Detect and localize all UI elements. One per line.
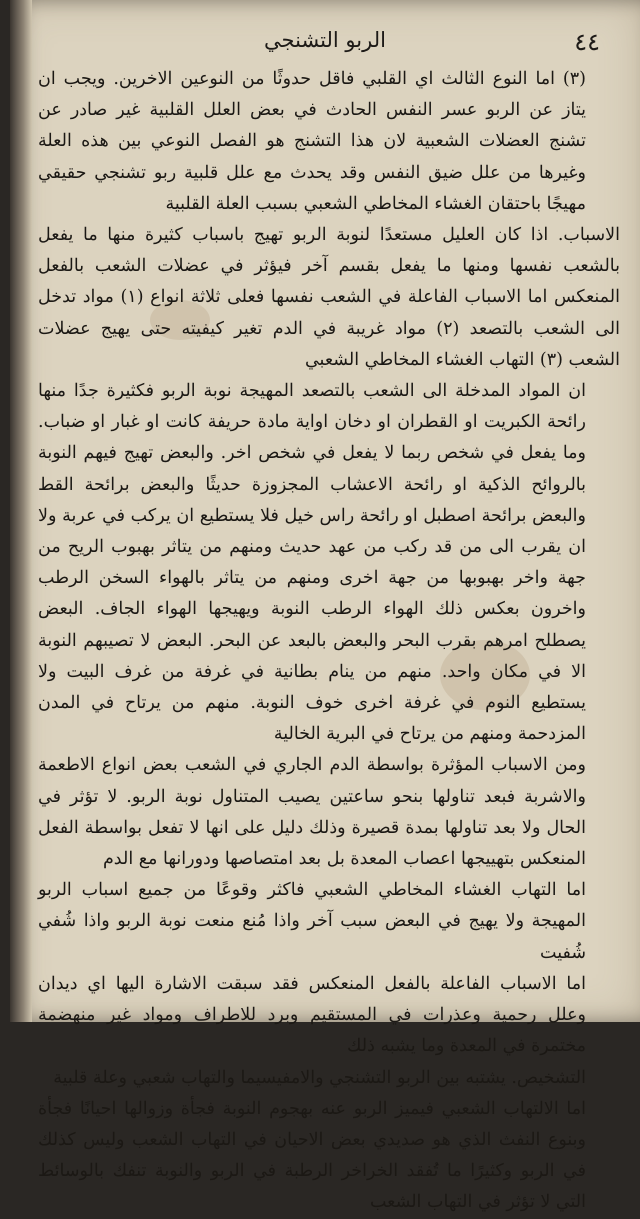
paragraph-bronchitis-distinction: اما الالتهاب الشعبي فيميز الربو عنه بهجوم النوبة فجأة وزوالها احيانًا فجأة وبنوع النفث الذي هو صديدي بعض الاحيان في التهاب الشعب وليس كذلك في الربو وكثيرًا ما تُفقد الخراخر الرطبة في الربو والنوبة تنفك بالوسائط التي لا تؤثر في التهاب الشعب <box>38 1098 586 1213</box>
paragraph-reflex-causes: اما الاسباب الفاعلة بالفعل المنعكس فقد سبقت الاشارة اليها اي ديدان وعلل رحمية وعذرات في المستقيم وبرد للاطراف ومواد غير منهضمة مختمرة في المعدة وما يشبه ذلك <box>38 973 586 1057</box>
page-header <box>50 28 600 58</box>
page-number: ٤٤ <box>574 28 600 56</box>
paragraph-causes: الاسباب. اذا كان العليل مستعدًا لنوبة الربو تهيج باسباب كثيرة منها ما يفعل بالشعب نفسها ومنها ما يفعل بقسم آخر فيؤثر في عضلات الشعب بالفعل المنعكس اما الاسباب الفاعلة في الشعب نفسها فعلى ثلاثة انواع (١) مواد تدخل الى الشعب بالتصعد (٢) مواد غريبة في الدم تغير كيفيته حتى يهيج عضلات الشعب (٣) التهاب الغشاء المخاطي الشعبي <box>38 225 620 370</box>
paragraph-diagnosis: التشخيص. يشتبه بين الربو التشنجي والامفيسيما والتهاب شعبي وعلة قلبية <box>53 1067 586 1088</box>
body-text <box>38 64 620 1219</box>
book-page <box>10 0 640 1213</box>
binding-gutter <box>10 0 32 1022</box>
paragraph-cardiac-type: (٣) اما النوع الثالث اي القلبي فاقل حدوثًا من النوعين الاخرين. ويجب ان يتاز عن الربو عسر النفس الحادث في بعض العلل القلبية غير صادر عن تشنج العضلات الشعبية لان هذا التشنج هو الفصل النوعي بين هذه العلة وغيرها من علل ضيق النفس وقد يحدث مع علل قلبية ربو تشنجي حقيقي مهيجًا باحتقان الغشاء المخاطي الشعبي بسبب العلة القلبية <box>38 69 586 214</box>
paragraph-blood-causes: ومن الاسباب المؤثرة بواسطة الدم الجاري في الشعب بعض انواع الاطعمة والاشربة فبعد تناولها بنحو ساعتين يصيب المتناول نوبة الربو. لا تؤثر في الحال ولا بعد تناولها بمدة قصيرة وذلك دليل على انها لا تفعل بواسطة الفعل المنعكس بتهييجها اعصاب المعدة بل بعد امتصاصها ودورانها مع الدم <box>38 755 586 870</box>
paragraph-bronchitis-cause: اما التهاب الغشاء المخاطي الشعبي فاكثر وقوعًا من جميع اسباب الربو المهيجة ولا يهيج في البعض سبب آخر واذا مُنع منعت نوبة الربو واذا شُفي شُفيت <box>38 880 586 963</box>
running-title: الربو التشنجي <box>264 28 386 52</box>
paragraph-inhaled-substances: ان المواد المدخلة الى الشعب بالتصعد المهيجة نوبة الربو فكثيرة جدًا منها رائحة الكبريت او القطران او دخان اواية مادة حريفة كانت او غبار او ضباب. وما يفعل في شخص ربما لا يفعل في شخص اخر. والبعض تهيج فيهم النوبة بالروائح الذكية او رائحة الاعشاب المجزوزة حديثًا والبعض برائحة القط والبعض برائحة اصطبل او رائحة راس خيل فلا يستطيع ان يركب في عربة ولا ان يقرب الى من قد ركب من عهد حديث ومنهم من يتاثر بهبوب الريح من جهة واخر بهبوبها من جهة اخرى ومنهم من يتاثر بالهواء السخن الرطب واخرون بعكس ذلك الهواء الرطب النوبة ويهيجها الهواء الجاف. البعض يصطلح امرهم بقرب البحر والبعض بالبعد عن البحر. البعض لا تصيبهم النوبة الا في مكان واحد. منهم من ينام بطانية في غرفة من غرف البيت ولا يستطيع النوم في غرفة اخرى خوف النوبة. منهم من يرتاح في المدن المزدحمة ومنهم من يرتاح في البرية الخالية <box>38 381 586 745</box>
